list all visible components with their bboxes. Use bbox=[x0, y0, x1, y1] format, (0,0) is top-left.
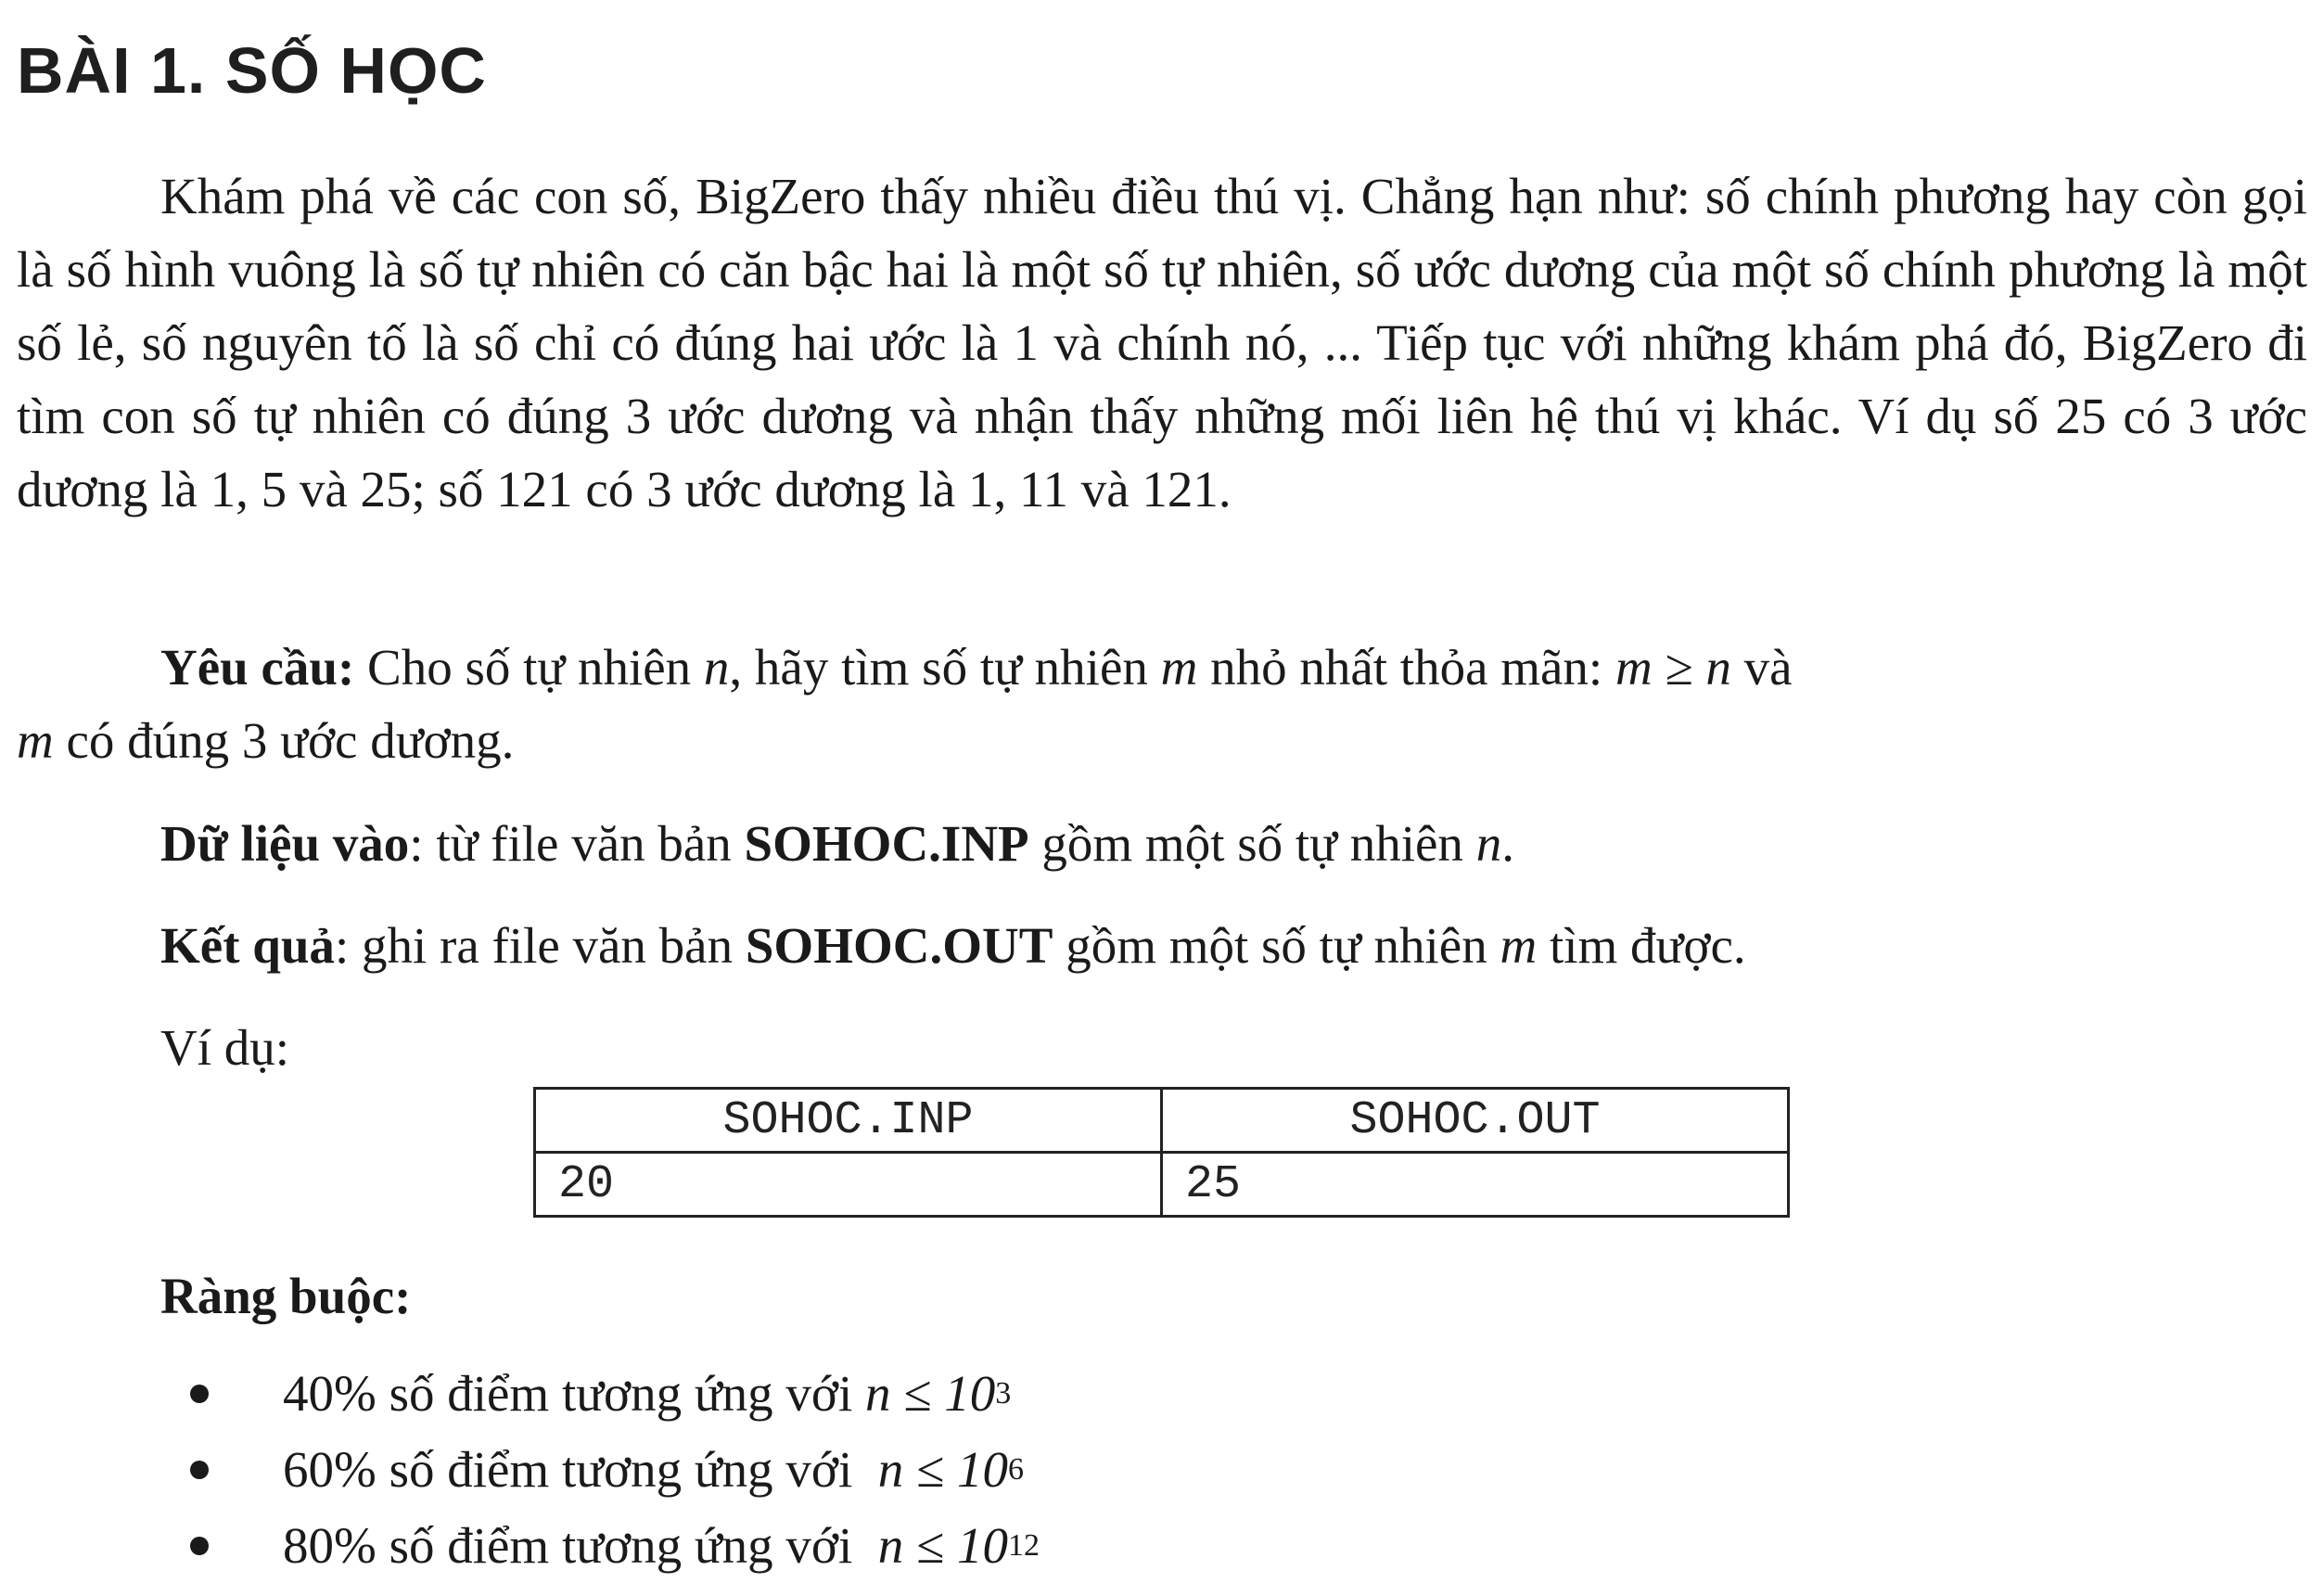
table-cell-output: 25 bbox=[1162, 1153, 1789, 1217]
table-row bbox=[535, 1153, 1789, 1217]
example-table bbox=[533, 1087, 1790, 1218]
input-file-name: SOHOC.INP bbox=[744, 815, 1029, 872]
requirement-label: Yêu cầu: bbox=[160, 639, 355, 696]
output-description: Kết quả: ghi ra file văn bản SOHOC.OUT gồm một số tự nhiên m tìm được. bbox=[160, 917, 1746, 974]
output-file-name: SOHOC.OUT bbox=[745, 917, 1053, 974]
table-header-output: SOHOC.OUT bbox=[1162, 1089, 1789, 1153]
relation: m ≥ n bbox=[1615, 639, 1731, 696]
input-description: Dữ liệu vào: từ file văn bản SOHOC.INP gồm một số tự nhiên n. bbox=[160, 815, 1514, 872]
var-n: n bbox=[703, 639, 730, 696]
table-header-input: SOHOC.INP bbox=[535, 1089, 1162, 1153]
output-label: Kết quả bbox=[160, 917, 335, 974]
constraints-list bbox=[190, 1356, 1040, 1584]
intro-paragraph bbox=[17, 160, 2307, 526]
input-label: Dữ liệu vào bbox=[160, 815, 410, 872]
bullet-icon bbox=[190, 1461, 209, 1479]
intro-text: Khám phá về các con số, BigZero thấy nhiều điều thú vị. Chẳng hạn như: số chính phương hay còn gọi là số hình vuông là số tự nhiên có căn bậc hai là một số tự nhiên, số ước dương của một số chính phương là một số lẻ, số nguyên tố là số chỉ có đúng hai ước là 1 và chính nó, ... Tiếp tục với những khám phá đó, BigZero đi tìm con số tự nhiên có đúng 3 ước dương và nhận thấy những mối liên hệ thú vị khác. Ví dụ số 25 có 3 ước dương là 1, 5 và 25; số 121 có 3 ước dương là 1, 11 và 121. bbox=[17, 168, 2307, 517]
constraints-label: Ràng buộc: bbox=[160, 1268, 412, 1324]
example-label: Ví dụ: bbox=[160, 1019, 290, 1076]
var-m: m bbox=[17, 712, 54, 769]
table-cell-input: 20 bbox=[535, 1153, 1162, 1217]
list-item: 40% số điểm tương ứng với n ≤ 10 3 bbox=[190, 1356, 1040, 1432]
requirement-paragraph: Yêu cầu: Cho số tự nhiên n, hãy tìm số tự nhiên m nhỏ nhất thỏa mãn: m ≥ n và m có đúng 3 ước dương. bbox=[17, 639, 1793, 769]
list-item: 80% số điểm tương ứng với n ≤ 10 12 bbox=[190, 1508, 1040, 1584]
bullet-icon bbox=[190, 1385, 209, 1403]
list-item: 60% số điểm tương ứng với n ≤ 10 6 bbox=[190, 1432, 1040, 1508]
problem-title: BÀI 1. SỐ HỌC bbox=[17, 34, 487, 107]
table-header-row bbox=[535, 1089, 1789, 1153]
var-m: m bbox=[1160, 639, 1198, 696]
bullet-icon bbox=[190, 1537, 209, 1555]
